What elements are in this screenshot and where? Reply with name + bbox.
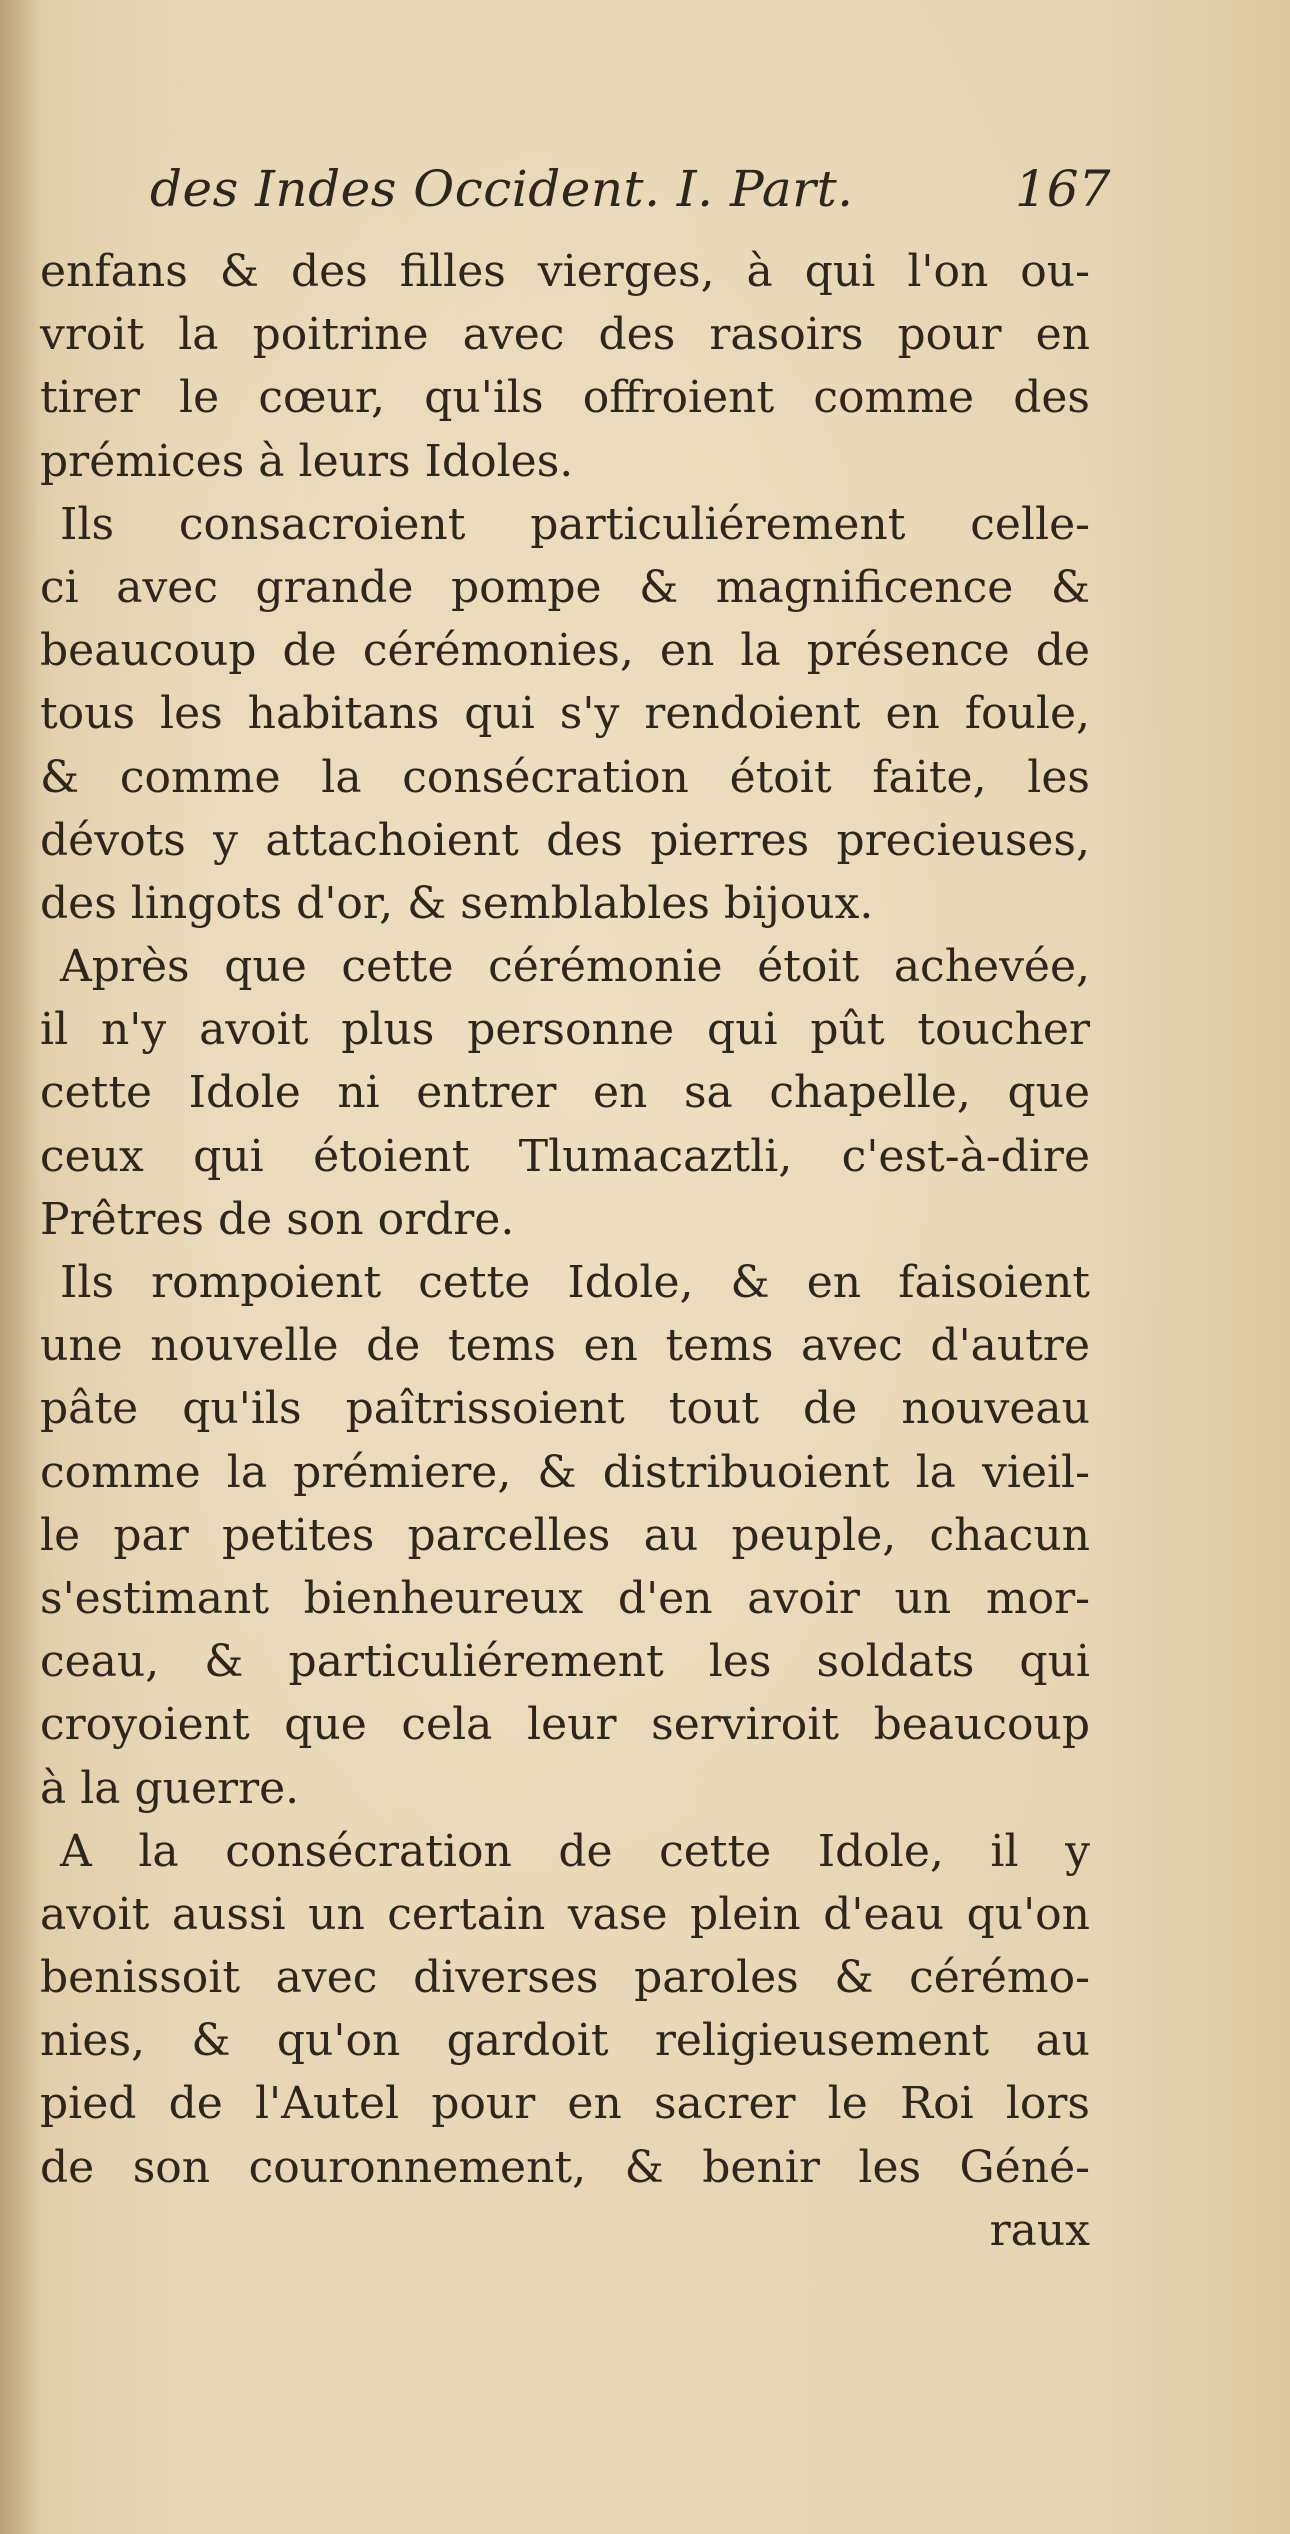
text-line: à la guerre. [40,1762,300,1814]
text-line: comme la prémiere, & distribuoient la vieil- [40,1446,1090,1498]
running-head-title: des Indes Occident. I. Part. [150,160,854,218]
text-line: ci avec grande pompe & magnificence & [40,561,1090,613]
text-line: de son couronnement, & benir les Géné- [40,2141,1090,2193]
catchword: raux [989,2204,1090,2256]
text-line: Prêtres de son ordre. [40,1193,515,1245]
text-line: pâte qu'ils paîtrissoient tout de nouveau [40,1383,1090,1435]
text-line: Après que cette cérémonie étoit achevée, [60,941,1090,993]
text-line: ceux qui étoient Tlumacaztli, c'est-à-dire [40,1130,1090,1182]
text-line: Ils consacroient particuliérement celle- [60,498,1090,550]
text-line: une nouvelle de tems en tems avec d'autre [40,1320,1090,1372]
text-line: tous les habitans qui s'y rendoient en foule, [40,688,1090,740]
body-text [40,240,1090,2262]
text-line: enfans & des filles vierges, à qui l'on ou- [40,246,1090,297]
text-line: Ils rompoient cette Idole, & en faisoient [60,1257,1090,1308]
gutter-shadow [0,0,40,2534]
page-number: 167 [1015,160,1111,218]
text-line: croyoient que cela leur serviroit beaucoup [40,1699,1090,1751]
running-head [150,160,1250,240]
text-line: & comme la consécration étoit faite, les [40,751,1090,803]
text-line: le par petites parcelles au peuple, chacun [40,1509,1090,1561]
text-line: A la consécration de cette Idole, il y [60,1825,1090,1877]
text-line: avoit aussi un certain vase plein d'eau qu'on [40,1888,1090,1940]
text-line: nies, & qu'on gardoit religieusement au [40,2015,1090,2067]
text-line: vroit la poitrine avec des rasoirs pour en [40,309,1090,361]
text-line: ceau, & particuliérement les soldats qui [40,1636,1090,1688]
text-line: s'estimant bienheureux d'en avoir un mor- [40,1572,1090,1624]
text-line: tirer le cœur, qu'ils offroient comme des [40,372,1090,424]
text-line: prémices à leurs Idoles. [40,435,574,487]
text-line: cette Idole ni entrer en sa chapelle, que [40,1067,1090,1119]
text-line: dévots y attachoient des pierres precieuses, [40,814,1090,866]
text-line: il n'y avoit plus personne qui pût toucher [40,1004,1090,1056]
text-line: pied de l'Autel pour en sacrer le Roi lors [40,2078,1090,2130]
text-line: des lingots d'or, & semblables bijoux. [40,877,874,929]
text-line: benissoit avec diverses paroles & cérémo- [40,1952,1090,2004]
text-line: beaucoup de cérémonies, en la présence de [40,625,1090,677]
